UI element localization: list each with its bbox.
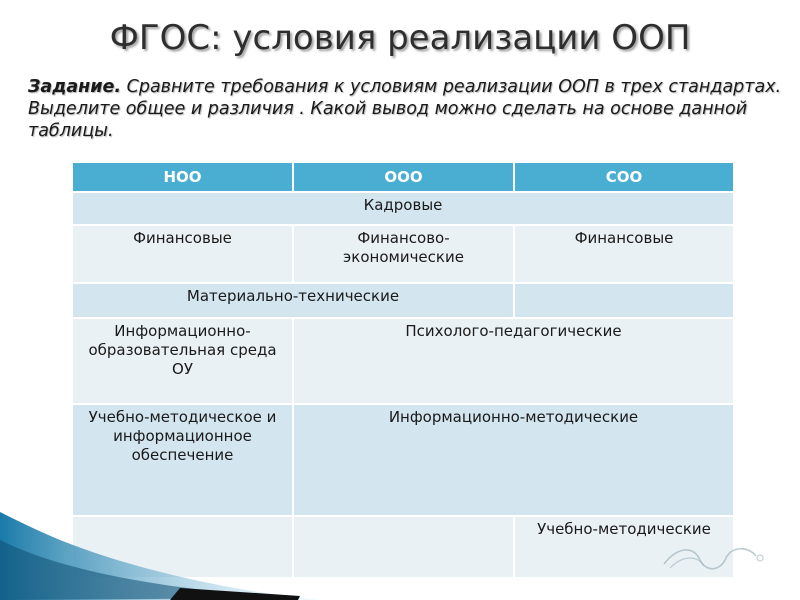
cell-info-env: Информационно-образовательная среда ОУ xyxy=(72,318,293,404)
cell-fin-soo: Финансовые xyxy=(514,225,734,283)
cell-fin-noo: Финансовые xyxy=(72,225,293,283)
cell-empty-ooo xyxy=(293,516,514,578)
cell-fin-ooo: Финансово-экономические xyxy=(293,225,514,283)
task-body: Сравните требования к условиям реализации ООП в трех стандартах. Выделите общее и различия . Какой вывод можно сделать на основе данной таблицы. xyxy=(28,77,782,141)
task-text xyxy=(28,76,788,142)
slide-title: ФГОС: условия реализации ООП xyxy=(109,18,691,58)
cell-uchebno-noo: Учебно-методическое и информационное обеспечение xyxy=(72,404,293,516)
table-row xyxy=(72,318,734,404)
cell-mat-empty xyxy=(514,283,734,318)
cell-psych: Психолого-педагогические xyxy=(293,318,734,404)
decorative-wave xyxy=(0,500,320,600)
cell-info-method: Информационно-методические xyxy=(293,404,734,516)
swirl-ornament-icon xyxy=(660,538,770,578)
header-soo: СОО xyxy=(514,162,734,192)
cell-mat: Материально-технические xyxy=(72,283,514,318)
table-row xyxy=(72,225,734,283)
header-ooo: ООО xyxy=(293,162,514,192)
task-lead: Задание. xyxy=(28,77,122,97)
cell-kadrovye: Кадровые xyxy=(72,192,734,225)
header-noo: НОО xyxy=(72,162,293,192)
table-row xyxy=(72,192,734,225)
cell-uchebno-soo: Учебно-методические xyxy=(514,516,734,578)
table-row xyxy=(72,283,734,318)
